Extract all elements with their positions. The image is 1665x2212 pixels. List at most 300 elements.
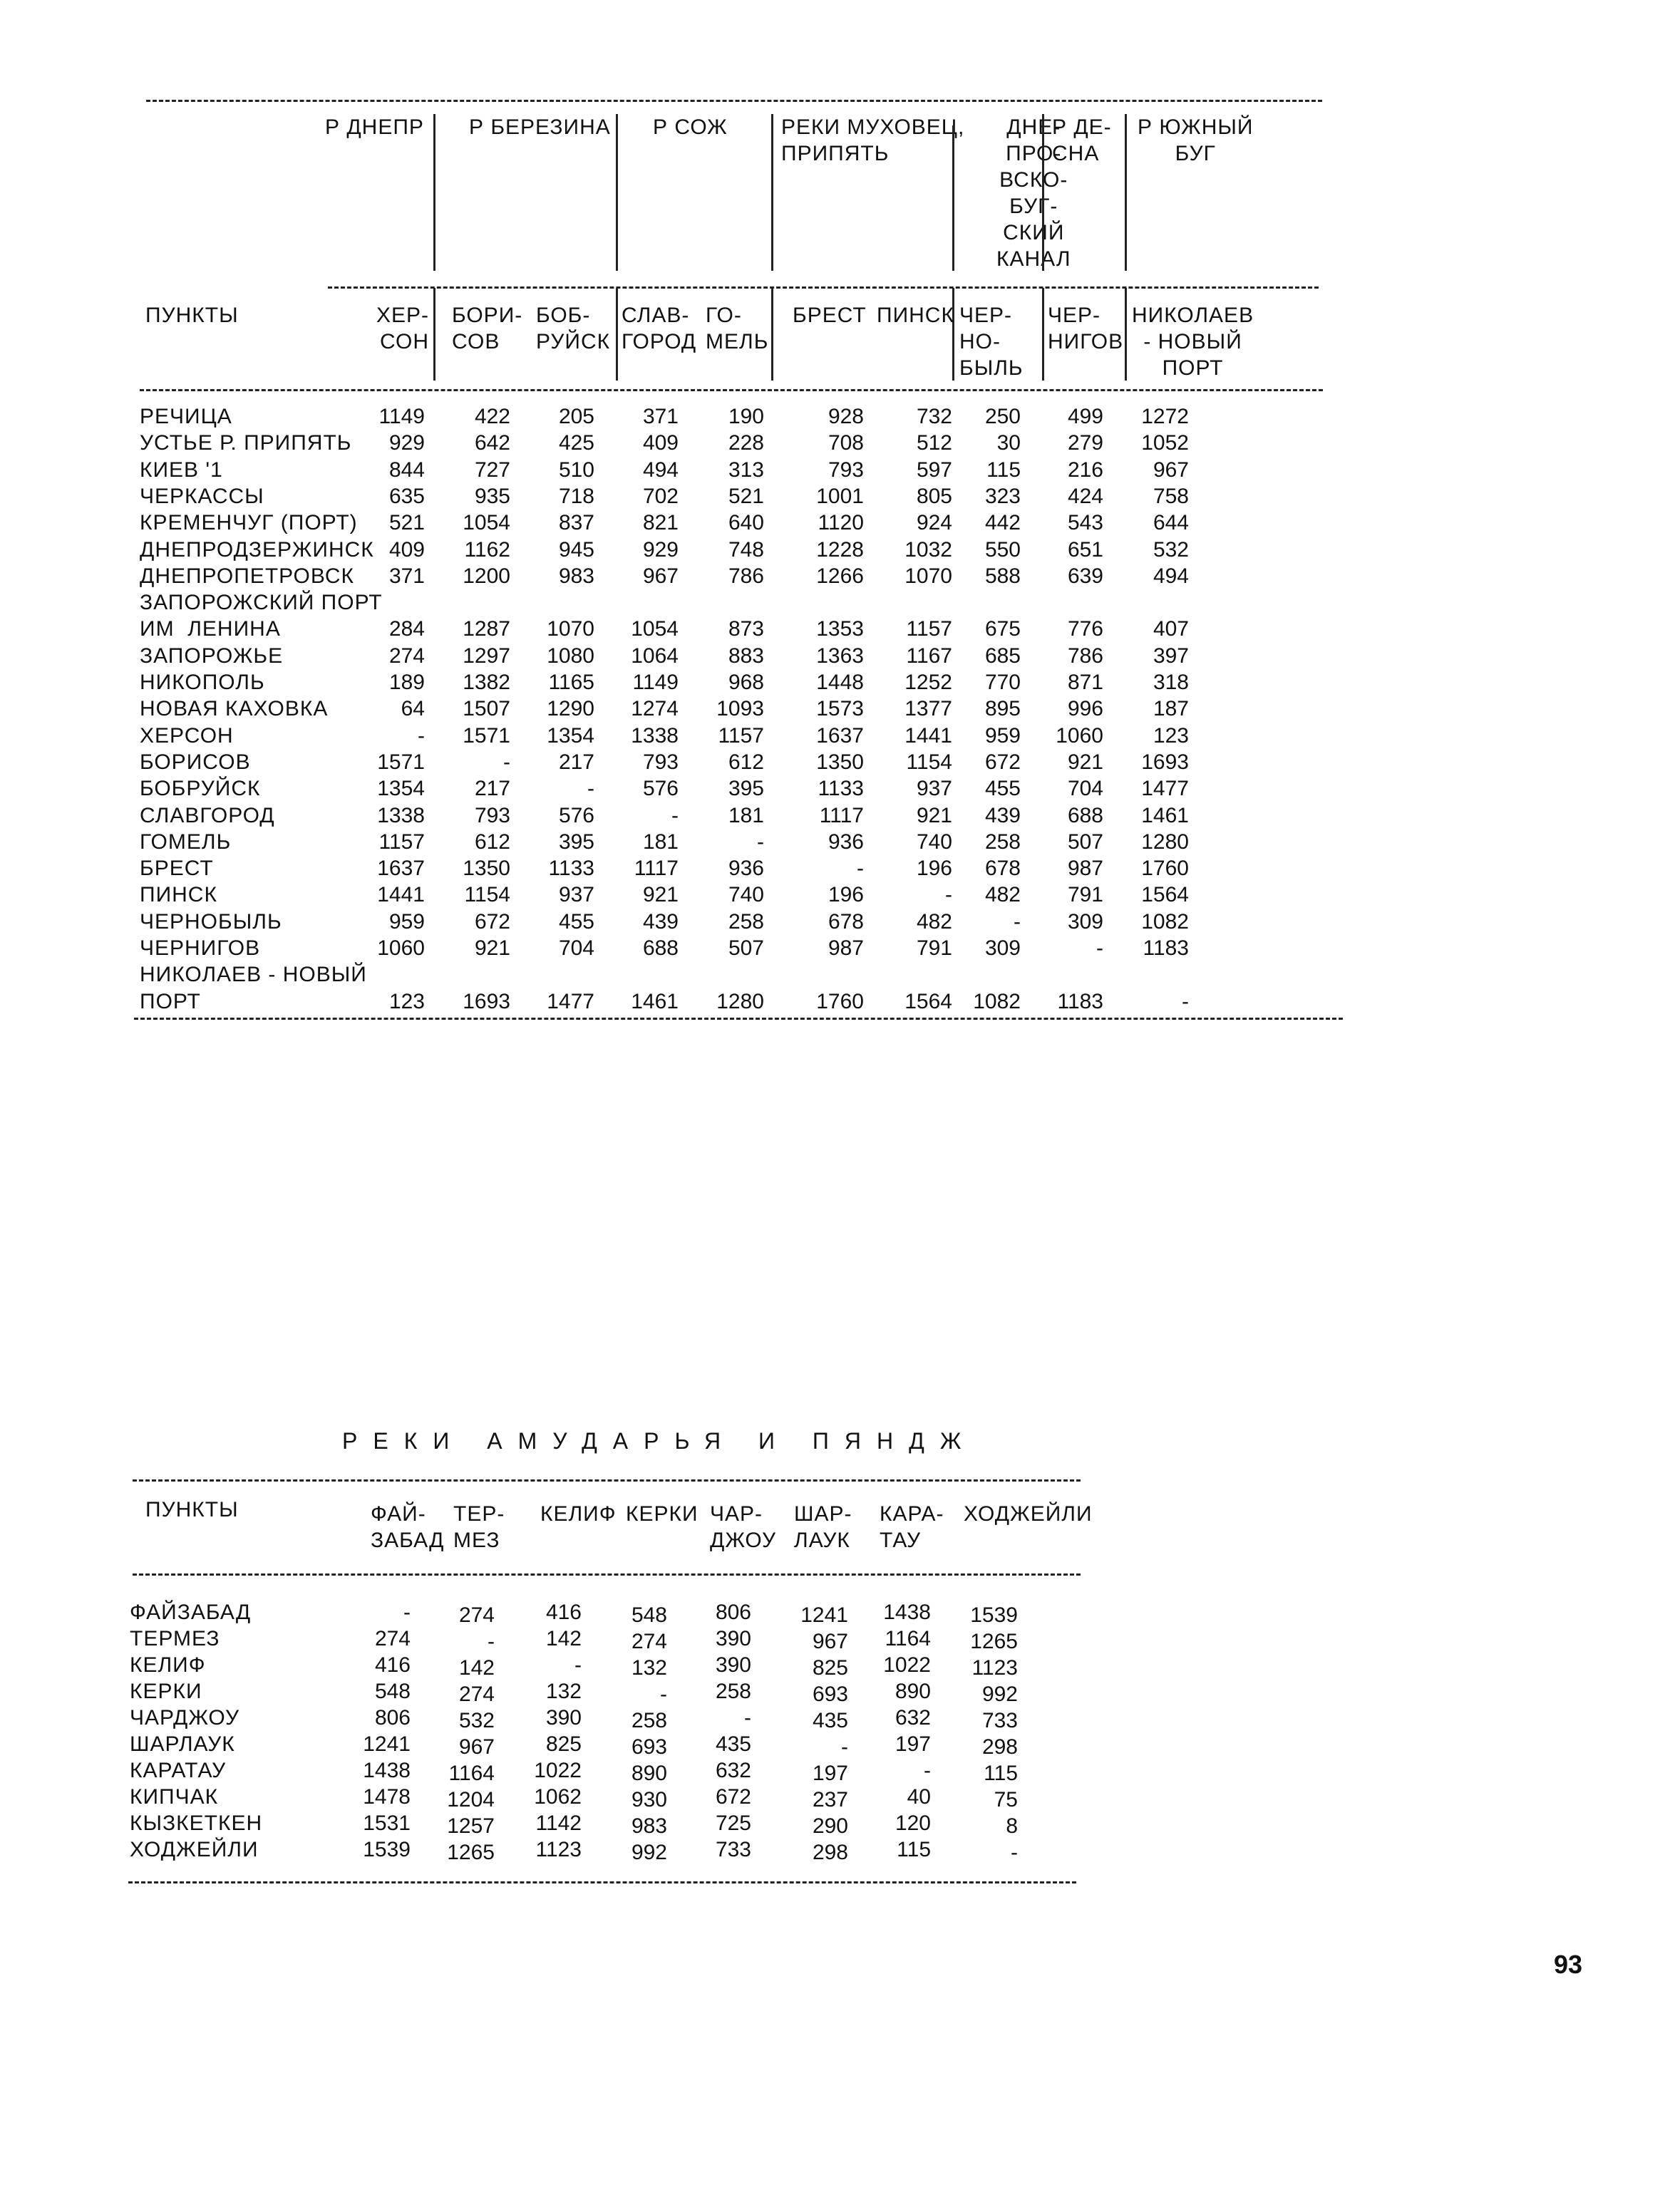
table-cell: 397: [1153, 644, 1189, 668]
column-header-kelif: КЕЛИФ: [540, 1502, 617, 1526]
table-row: [0, 802, 1426, 829]
table-cell: 64: [401, 697, 425, 721]
table-cell: 644: [1153, 511, 1189, 535]
table-cell: 967: [812, 1630, 848, 1653]
table-cell: 937: [916, 777, 952, 801]
table-cell: 693: [812, 1683, 848, 1706]
table-row: [0, 723, 1426, 749]
table2-header-bottom-rule: [133, 1573, 1081, 1576]
table-row: [0, 537, 1426, 563]
table-cell: 685: [984, 644, 1021, 668]
row-label: ПОРТ: [140, 989, 201, 1013]
table-row: [0, 430, 1426, 456]
table-cell: -: [857, 857, 864, 881]
table1-vrule: [1042, 288, 1044, 381]
table-cell: 424: [1067, 484, 1103, 508]
column-header-chernigov: ЧЕР- НИГОВ: [1048, 304, 1124, 353]
table-cell: 678: [984, 857, 1021, 881]
table1-vrule: [433, 114, 435, 271]
table1-vrule: [1125, 288, 1127, 381]
table-cell: 936: [828, 830, 864, 854]
table-cell: 197: [895, 1732, 931, 1756]
table-cell: 635: [388, 484, 425, 508]
table-cell: 298: [812, 1841, 848, 1864]
table-cell: 1133: [548, 857, 594, 881]
table-cell: 1120: [818, 511, 864, 535]
table1-top-rule: [146, 100, 1322, 102]
table-cell: 548: [374, 1680, 411, 1703]
table-cell: 1257: [447, 1814, 495, 1838]
table-cell: 1165: [548, 671, 594, 694]
column-header-khodzheili: ХОДЖЕЙЛИ: [964, 1502, 1093, 1526]
column-header-sharlauk: ШАР- ЛАУК: [794, 1502, 852, 1552]
table-cell: 642: [474, 431, 510, 455]
table-cell: 1228: [816, 537, 864, 562]
table-cell: 632: [715, 1759, 751, 1782]
table-cell: 1571: [463, 723, 510, 748]
table-cell: 708: [828, 431, 864, 455]
table-cell: 197: [812, 1762, 848, 1785]
table-cell: 507: [728, 936, 764, 960]
column-header-chernobyl: ЧЕР- НО- БЫЛЬ: [959, 304, 1024, 380]
table-cell: 793: [474, 803, 510, 827]
row-label: ХОДЖЕЙЛИ: [130, 1838, 259, 1861]
table-cell: 576: [558, 803, 594, 827]
table-cell: 672: [984, 750, 1021, 774]
table-cell: 632: [895, 1706, 931, 1730]
row-label: ИМ ЛЕНИНА: [140, 617, 281, 641]
table-cell: 688: [1067, 803, 1103, 827]
table-cell: 274: [631, 1630, 667, 1653]
table-cell: 678: [828, 909, 864, 934]
row-label: НИКОПОЛЬ: [140, 671, 265, 694]
table-cell: 1117: [819, 803, 864, 827]
table-cell: 675: [984, 617, 1021, 641]
table-cell: 290: [812, 1814, 848, 1838]
table-cell: 791: [916, 936, 952, 960]
table-cell: 123: [388, 989, 425, 1013]
table-row: [0, 1784, 1426, 1810]
table-cell: 205: [558, 405, 594, 428]
table-row: [0, 988, 1426, 1015]
table-cell: 1070: [547, 617, 594, 641]
table-row: [0, 909, 1426, 935]
table-cell: 120: [895, 1812, 931, 1835]
table-cell: 748: [728, 537, 764, 562]
table-cell: 725: [715, 1812, 751, 1835]
table-cell: 733: [715, 1838, 751, 1861]
table-cell: 507: [1067, 830, 1103, 854]
table-cell: 1157: [906, 617, 952, 641]
table-cell: 1637: [377, 857, 425, 881]
table-cell: 1287: [463, 617, 510, 641]
table-cell: 181: [728, 803, 764, 827]
table-cell: 1353: [816, 617, 864, 641]
table-cell: 1064: [631, 644, 679, 668]
table-cell: 967: [1153, 458, 1189, 482]
table-cell: 1082: [1141, 909, 1189, 934]
table-cell: 704: [1067, 777, 1103, 801]
row-label: СЛАВГОРОД: [140, 803, 275, 827]
table-cell: 425: [558, 431, 594, 455]
table-row: [0, 935, 1426, 961]
table-cell: 873: [728, 617, 764, 641]
table-cell: 921: [642, 883, 679, 907]
table-cell: -: [418, 723, 425, 748]
table-cell: 1123: [535, 1838, 582, 1861]
row-label: ФАЙЗАБАД: [130, 1601, 252, 1624]
table-cell: 1241: [363, 1732, 411, 1756]
table-cell: 1478: [363, 1785, 411, 1809]
table-cell: 1382: [463, 671, 510, 694]
table-cell: 702: [642, 484, 679, 508]
table-cell: 924: [916, 511, 952, 535]
table-cell: 1070: [904, 564, 952, 588]
table-cell: 1693: [463, 989, 510, 1013]
table-cell: 510: [558, 458, 594, 482]
table-cell: 693: [631, 1735, 667, 1759]
table-cell: 189: [388, 671, 425, 694]
table-cell: 1001: [816, 484, 864, 508]
table-cell: 8: [1006, 1814, 1018, 1838]
table-cell: 550: [984, 537, 1021, 562]
table-cell: 1133: [818, 777, 864, 801]
table-cell: 274: [374, 1627, 411, 1650]
table-cell: 318: [1153, 671, 1189, 694]
table-row: [0, 643, 1426, 669]
table-cell: -: [945, 883, 952, 907]
table-cell: 1022: [883, 1653, 931, 1677]
table-row: [0, 1678, 1426, 1705]
table-cell: 494: [642, 458, 679, 482]
table-cell: 704: [558, 936, 594, 960]
table-cell: 1377: [904, 697, 952, 721]
group-header-dnepro-bug-canal: ДНЕ- ПРО- ВСКО- БУГ- СКИЙ КАНАЛ: [996, 115, 1071, 271]
table-cell: -: [1096, 936, 1103, 960]
table-cell: 937: [558, 883, 594, 907]
group-header-sozh: Р СОЖ: [653, 115, 728, 139]
table-cell: 142: [545, 1627, 582, 1650]
table-cell: 1117: [634, 857, 679, 881]
table-cell: 1693: [1141, 750, 1189, 774]
table-row: [0, 563, 1426, 589]
table-cell: 732: [916, 405, 952, 428]
table-cell: 40: [907, 1785, 931, 1809]
row-label: КЕЛИФ: [130, 1653, 206, 1677]
table-cell: 996: [1067, 697, 1103, 721]
table1-vrule: [616, 114, 618, 271]
table-cell: 274: [458, 1603, 495, 1627]
row-label: КРЕМЕНЧУГ (ПОРТ): [140, 511, 358, 535]
table-cell: 115: [984, 1762, 1018, 1785]
table-cell: 1297: [463, 644, 510, 668]
table-cell: 258: [631, 1709, 667, 1732]
table-cell: 921: [474, 936, 510, 960]
table-cell: 1164: [885, 1627, 931, 1650]
table-cell: 1760: [816, 989, 864, 1013]
row-label: КИЕВ '1: [140, 458, 223, 482]
row-label: КЫЗКЕТКЕН: [130, 1812, 263, 1835]
table-cell: 1080: [547, 644, 594, 668]
table-cell: 791: [1067, 883, 1103, 907]
table-cell: -: [1011, 1841, 1018, 1864]
table-cell: 258: [715, 1680, 751, 1703]
table-cell: 75: [994, 1788, 1018, 1812]
group-header-dnepr: Р ДНЕПР: [325, 115, 424, 139]
table-cell: 1477: [1141, 777, 1189, 801]
table-cell: 532: [1153, 537, 1189, 562]
table-cell: 1461: [1141, 803, 1189, 827]
table-row: [0, 882, 1426, 908]
table-row: [0, 696, 1426, 722]
table-cell: 1350: [463, 857, 510, 881]
table-cell: 967: [642, 564, 679, 588]
table-cell: 1054: [463, 511, 510, 535]
table-cell: 115: [986, 458, 1021, 482]
row-label: НИКОЛАЕВ - НОВЫЙ: [140, 963, 367, 987]
row-label: ЧЕРКАССЫ: [140, 484, 264, 508]
table-cell: 1760: [1141, 857, 1189, 881]
table-cell: -: [403, 1601, 411, 1624]
table-row: [0, 1705, 1426, 1731]
table-cell: 758: [1153, 484, 1189, 508]
table-cell: 597: [916, 458, 952, 482]
table-cell: 672: [715, 1785, 751, 1809]
table-cell: 740: [728, 883, 764, 907]
table-cell: 1477: [547, 989, 594, 1013]
table-cell: 588: [984, 564, 1021, 588]
table-cell: 422: [474, 405, 510, 428]
table-cell: 776: [1067, 617, 1103, 641]
table-cell: 1022: [534, 1759, 582, 1782]
table-cell: 806: [374, 1706, 411, 1730]
table-cell: -: [757, 830, 764, 854]
table-cell: 1441: [904, 723, 952, 748]
table-cell: 190: [728, 405, 764, 428]
table-cell: 1060: [1056, 723, 1103, 748]
table-row: [0, 403, 1426, 430]
table-cell: 825: [545, 1732, 582, 1756]
table-cell: 987: [828, 936, 864, 960]
table-cell: 1123: [971, 1656, 1018, 1680]
table-cell: 786: [728, 564, 764, 588]
table-row: [0, 1757, 1426, 1784]
row-label: ЧЕРНИГОВ: [140, 936, 261, 960]
table-cell: 1052: [1141, 431, 1189, 455]
table-cell: 1266: [816, 564, 864, 588]
row-label: БОРИСОВ: [140, 750, 251, 774]
table-cell: 279: [1067, 431, 1103, 455]
table-cell: 983: [558, 564, 594, 588]
table-cell: 733: [981, 1709, 1018, 1732]
table-cell: 548: [631, 1603, 667, 1627]
table-cell: 1338: [377, 803, 425, 827]
table-cell: 482: [916, 909, 952, 934]
table2-bottom-rule: [128, 1881, 1076, 1883]
table-cell: 983: [631, 1814, 667, 1838]
row-label: КЕРКИ: [130, 1680, 202, 1703]
table1-header-bottom-rule: [140, 389, 1323, 391]
column-header-faizabad: ФАЙ- ЗАБАД: [371, 1502, 445, 1552]
table-cell: 890: [631, 1762, 667, 1785]
column-header-kherson: ХЕР- СОН: [376, 304, 429, 353]
row-label: ГОМЕЛЬ: [140, 830, 232, 854]
table-cell: -: [574, 1653, 582, 1677]
table-cell: 258: [984, 830, 1021, 854]
table-cell: 228: [728, 431, 764, 455]
table-cell: 439: [984, 803, 1021, 827]
table-cell: 821: [642, 511, 679, 535]
column-header-termez: ТЕР- МЕЗ: [453, 1502, 505, 1552]
table-cell: 1461: [631, 989, 679, 1013]
table-cell: -: [587, 777, 594, 801]
table-cell: 672: [474, 909, 510, 934]
table-cell: -: [1014, 909, 1021, 934]
table-cell: 992: [631, 1841, 667, 1864]
table-cell: 237: [812, 1788, 848, 1812]
table1-vrule: [1125, 114, 1127, 271]
table-cell: 1082: [973, 989, 1021, 1013]
table-cell: 1060: [377, 936, 425, 960]
table-cell: 1290: [547, 697, 594, 721]
table-cell: 805: [916, 484, 952, 508]
table-cell: 935: [474, 484, 510, 508]
table-cell: 409: [388, 537, 425, 562]
table-row: [0, 616, 1426, 642]
row-label: УСТЬЕ Р. ПРИПЯТЬ: [140, 431, 352, 455]
column-header-pinsk: ПИНСК: [877, 304, 954, 327]
table-cell: 142: [458, 1656, 495, 1680]
column-header-bobruisk: БОБ- РУЙСК: [536, 304, 611, 353]
table-cell: 1338: [631, 723, 679, 748]
row-label: БРЕСТ: [140, 857, 214, 881]
table-cell: 1531: [363, 1812, 411, 1835]
table-cell: 1438: [883, 1601, 931, 1624]
table-cell: 1571: [377, 750, 425, 774]
table-cell: -: [671, 803, 679, 827]
row-label: ДНЕПРОДЗЕРЖИНСК: [140, 537, 374, 562]
table-cell: 727: [474, 458, 510, 482]
table-cell: 416: [374, 1653, 411, 1677]
table-cell: -: [503, 750, 510, 774]
table-cell: 612: [474, 830, 510, 854]
column-header-nikolaev: НИКОЛАЕВ - НОВЫЙ ПОРТ: [1132, 304, 1254, 380]
column-header-kerki: КЕРКИ: [626, 1502, 699, 1526]
table-cell: 959: [388, 909, 425, 934]
table-cell: 309: [984, 936, 1021, 960]
table-cell: 992: [981, 1683, 1018, 1706]
table-cell: 217: [474, 777, 510, 801]
table-cell: 786: [1067, 644, 1103, 668]
table-cell: 1539: [363, 1838, 411, 1861]
table-cell: 1637: [816, 723, 864, 748]
table-cell: 1252: [904, 671, 952, 694]
table-cell: 407: [1153, 617, 1189, 641]
table-cell: 967: [458, 1735, 495, 1759]
row-header-punkty: ПУНКТЫ: [145, 304, 239, 327]
table-cell: 313: [728, 458, 764, 482]
table-cell: 274: [458, 1683, 495, 1706]
table-cell: 521: [728, 484, 764, 508]
table-cell: 274: [388, 644, 425, 668]
table-row: [0, 749, 1426, 775]
table-cell: 612: [728, 750, 764, 774]
table1-mid-rule: [328, 286, 1319, 289]
table-cell: 1265: [447, 1841, 495, 1864]
table-cell: 409: [642, 431, 679, 455]
row-label: ЧЕРНОБЫЛЬ: [140, 909, 282, 934]
row-label: БОБРУЙСК: [140, 777, 261, 801]
table-row: [0, 1599, 1426, 1626]
table-cell: 284: [388, 617, 425, 641]
row-header-punkty: ПУНКТЫ: [145, 1498, 239, 1521]
column-header-karatau: КАРА- ТАУ: [880, 1502, 944, 1552]
table-cell: 825: [812, 1656, 848, 1680]
table-cell: 512: [916, 431, 952, 455]
table-cell: 1573: [816, 697, 864, 721]
table-row: [0, 829, 1426, 855]
table-cell: 930: [631, 1788, 667, 1812]
table-cell: 740: [916, 830, 952, 854]
table-row: [0, 855, 1426, 882]
table-cell: 298: [981, 1735, 1018, 1759]
table-cell: 1154: [464, 883, 510, 907]
table-cell: 1154: [906, 750, 952, 774]
table2-title: РЕКИ АМУДАРЬЯ И ПЯНДЖ: [342, 1428, 977, 1454]
table-cell: 718: [558, 484, 594, 508]
table1-vrule: [1042, 114, 1044, 271]
row-label: ЧАРДЖОУ: [130, 1706, 240, 1730]
table-cell: 844: [388, 458, 425, 482]
group-header-desna: Р ДЕ- СНА: [1052, 115, 1112, 165]
table-cell: 1363: [816, 644, 864, 668]
table-cell: 521: [388, 511, 425, 535]
table-cell: 1280: [716, 989, 764, 1013]
table-cell: 435: [812, 1709, 848, 1732]
table-row: [0, 775, 1426, 802]
table-cell: 416: [545, 1601, 582, 1624]
table-cell: 455: [558, 909, 594, 934]
table-cell: 1183: [1057, 989, 1103, 1013]
table-cell: 115: [897, 1838, 931, 1861]
table-cell: 435: [715, 1732, 751, 1756]
table-cell: 959: [984, 723, 1021, 748]
table1-vrule: [771, 114, 773, 271]
table-cell: 1093: [716, 697, 764, 721]
row-label: ЗАПОРОЖЬЕ: [140, 644, 284, 668]
table-cell: 1200: [463, 564, 510, 588]
table-cell: 1265: [970, 1630, 1018, 1653]
table-cell: 1272: [1141, 405, 1189, 428]
table1-vrule: [771, 288, 773, 381]
table-cell: 1054: [631, 617, 679, 641]
table-cell: 1204: [447, 1788, 495, 1812]
row-label: ПИНСК: [140, 883, 217, 907]
table-cell: 482: [984, 883, 1021, 907]
table-row: [0, 669, 1426, 696]
table-cell: 871: [1067, 671, 1103, 694]
table-cell: 890: [895, 1680, 931, 1703]
table-cell: 217: [558, 750, 594, 774]
row-label: НОВАЯ КАХОВКА: [140, 697, 329, 721]
table-cell: 1183: [1143, 936, 1189, 960]
table-cell: 132: [545, 1680, 582, 1703]
row-label: ТЕРМЕЗ: [130, 1627, 220, 1650]
table-cell: 1350: [816, 750, 864, 774]
row-label: КИПЧАК: [130, 1785, 219, 1809]
table-cell: 1441: [377, 883, 425, 907]
table-cell: 1162: [464, 537, 510, 562]
